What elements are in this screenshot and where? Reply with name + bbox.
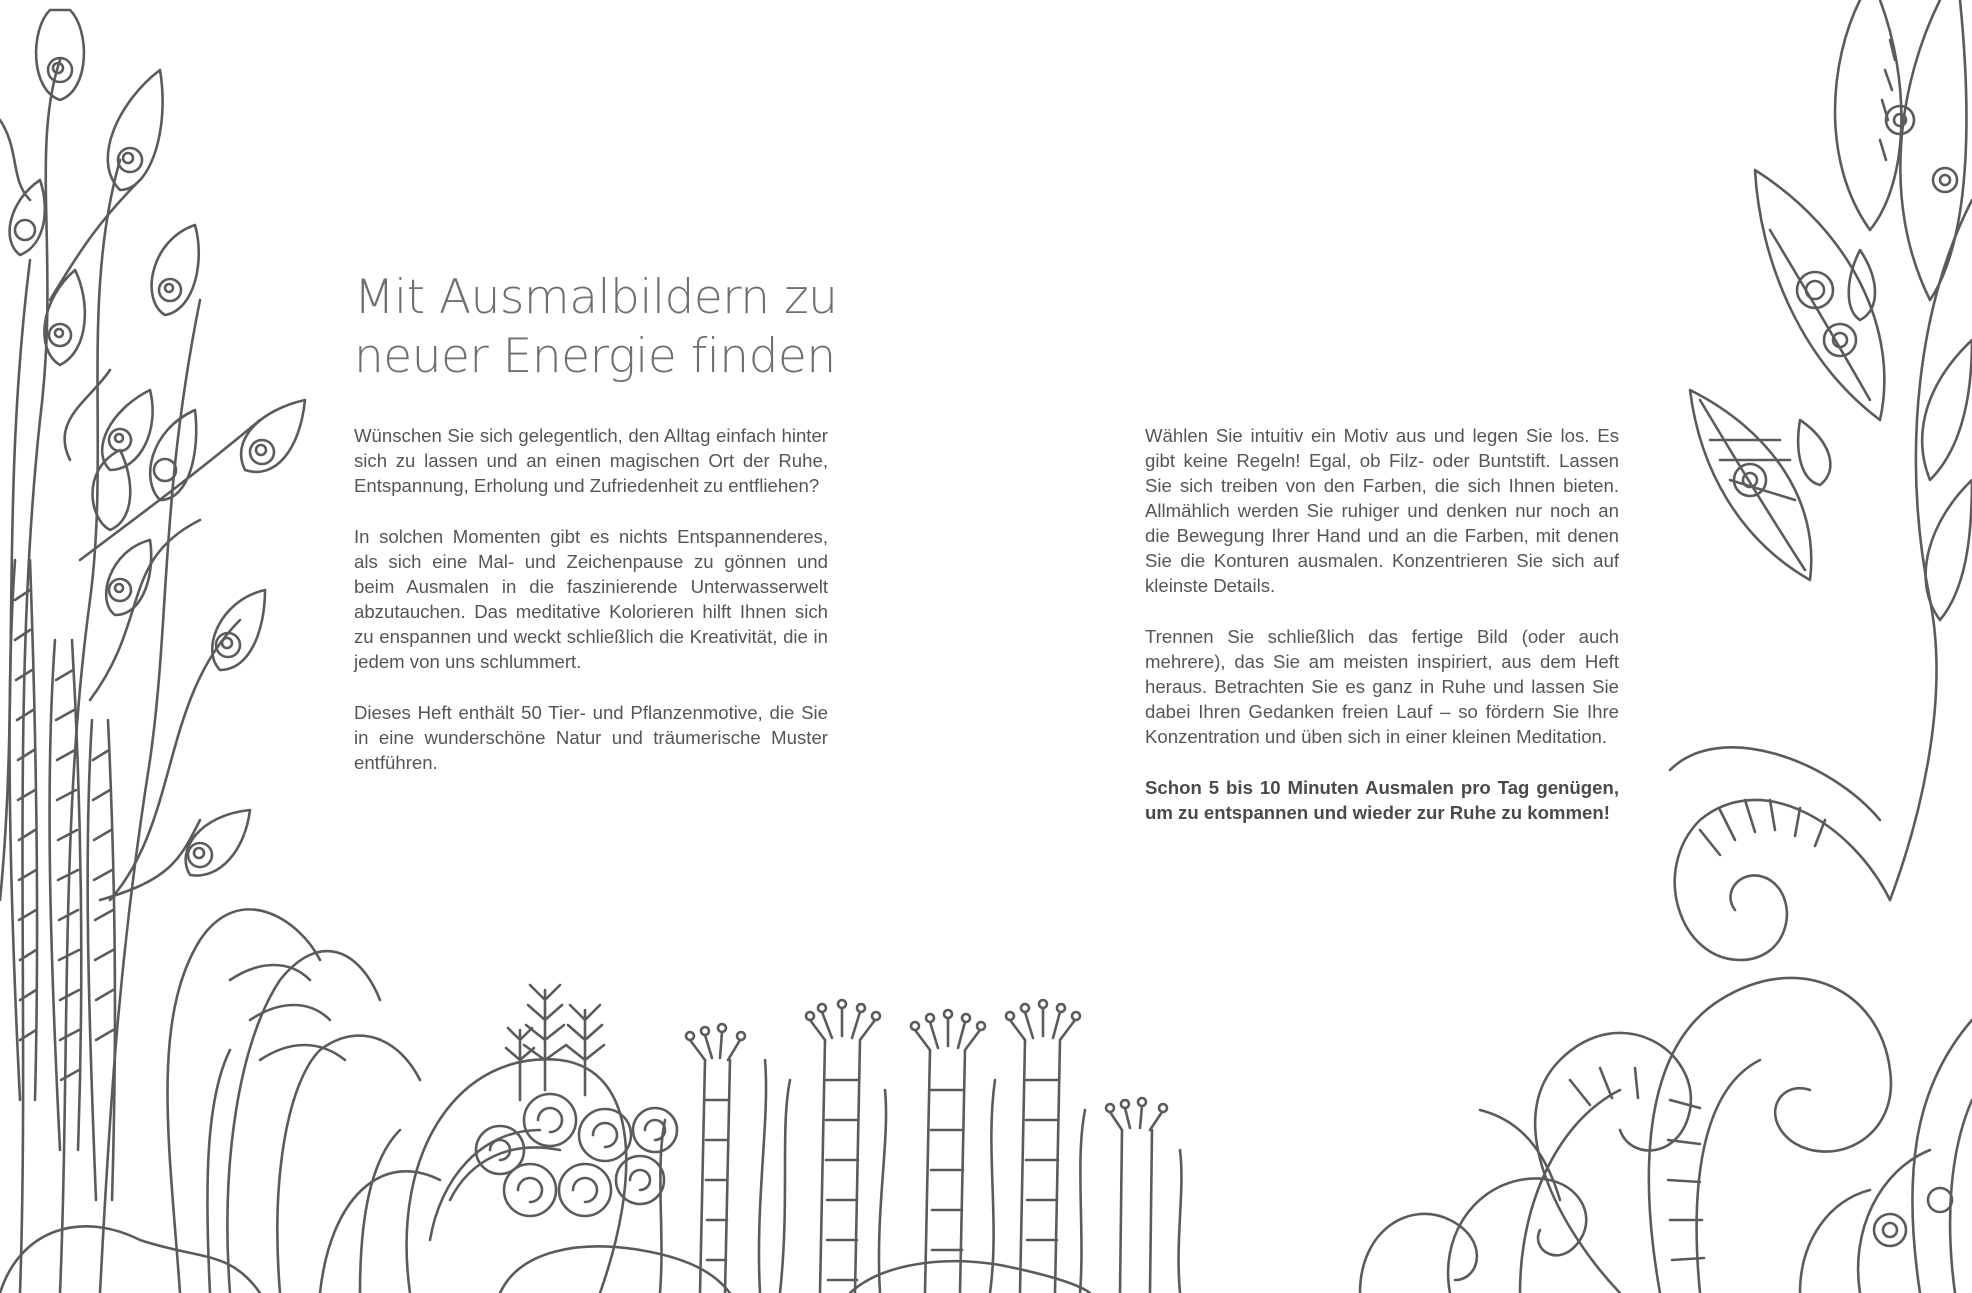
highlight-paragraph: Schon 5 bis 10 Minuten Ausmalen pro Tag genügen, um zu entspannen und wieder zur Ruhe zu kommen! xyxy=(1145,777,1619,823)
title-line-2: neuer Energie finden xyxy=(354,329,836,384)
right-text-column xyxy=(1145,423,1619,851)
paragraph: Wünschen Sie sich gelegentlich, den Alltag einfach hinter sich zu lassen und an einen magischen Ort der Ruhe, Entspannung, Erholung und Zufriedenheit zu entfliehen? xyxy=(354,425,828,496)
paragraph: Dieses Heft enthält 50 Tier- und Pflanzenmotive, die Sie in eine wunderschöne Natur und träumerische Muster entführen. xyxy=(354,702,828,773)
title-line-1: Mit Ausmalbildern zu xyxy=(354,270,838,325)
paragraph: In solchen Momenten gibt es nichts Entspannenderes, als sich eine Mal- und Zeichenpause zu gönnen und beim Ausmalen in die faszinierende Unterwasserwelt abzutauchen. Das meditative Kolorieren hilft Ihnen sich zu enspannen und weckt schließlich die Kreativität, die in jedem von uns schlummert. xyxy=(354,526,828,672)
paragraph: Trennen Sie schließlich das fertige Bild (oder auch mehrere), das Sie am meisten inspiriert, aus dem Heft heraus. Betrachten Sie es ganz in Ruhe und lassen Sie dabei Ihren Gedanken freien Lauf – so fördern Sie Ihre Konzentration und üben sich in einer kleinen Meditation. xyxy=(1145,626,1619,747)
left-text-column xyxy=(354,423,828,801)
paragraph: Wählen Sie intuitiv ein Motiv aus und legen Sie los. Es gibt keine Regeln! Egal, ob Filz- oder Buntstift. Lassen Sie sich treiben von den Farben, die sich Ihnen bieten. Allmählich werden Sie ruhiger und denken nur noch an die Bewegung Ihrer Hand und an die Farben, mit denen Sie die Konturen ausmalen. Konzentrieren Sie sich auf kleinste Details. xyxy=(1145,425,1619,596)
coral-reef-icon xyxy=(0,909,1181,1293)
page-title xyxy=(354,268,914,386)
seaweed-buds-icon xyxy=(0,10,305,1293)
